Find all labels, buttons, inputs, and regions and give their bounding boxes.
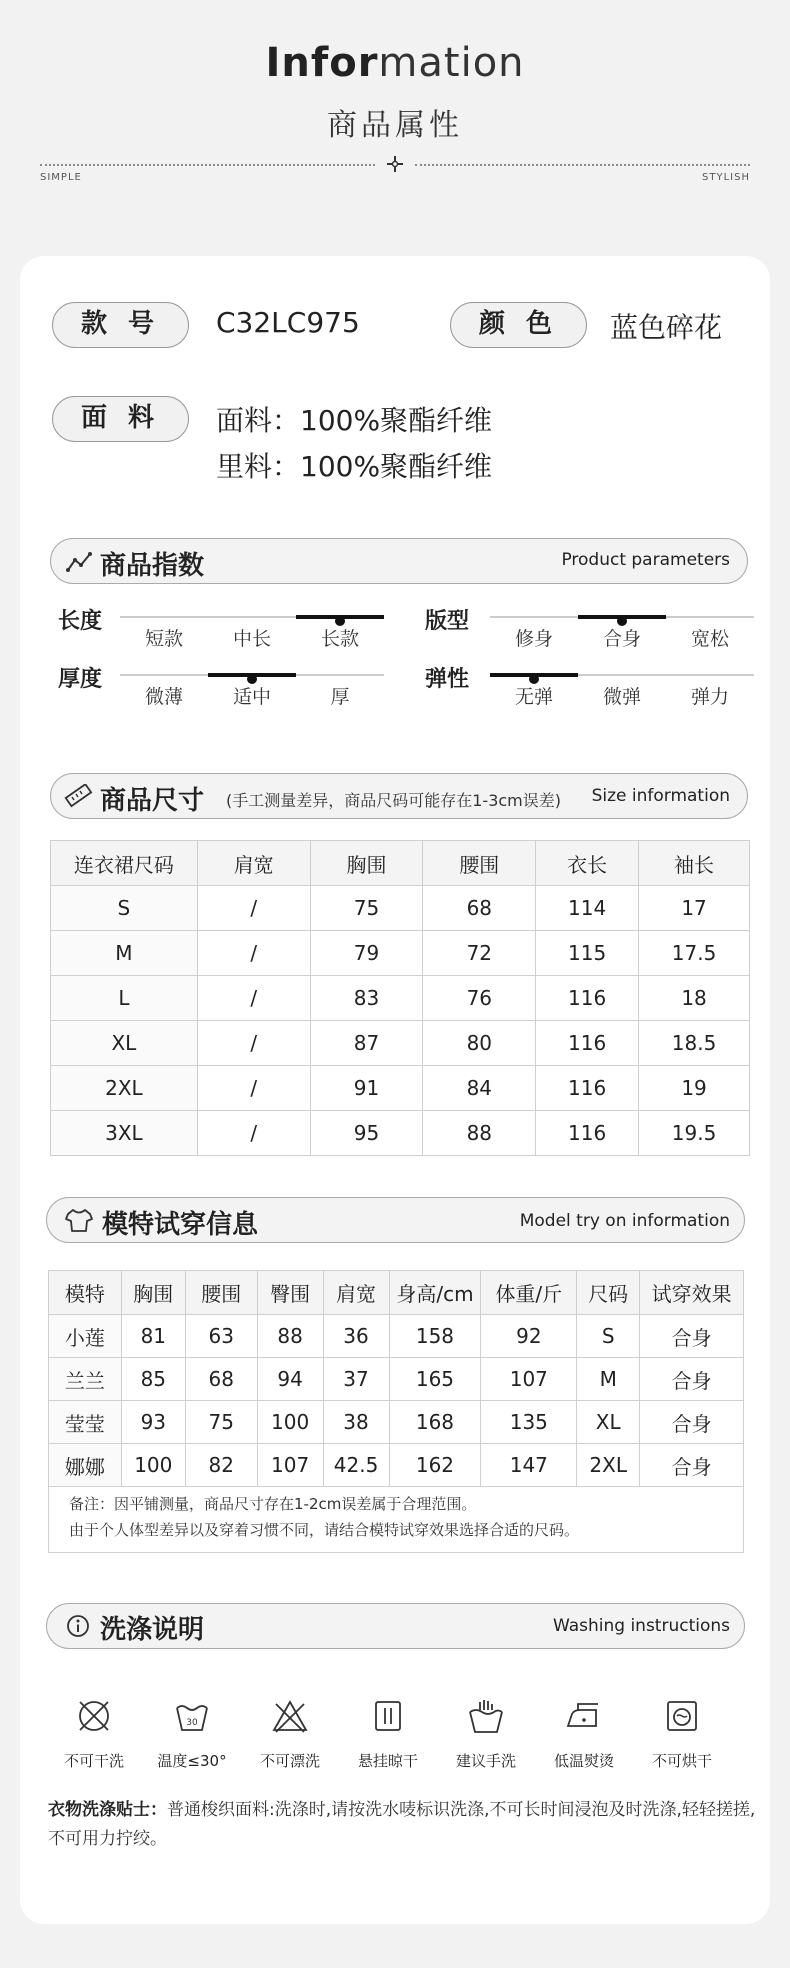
table-row	[51, 976, 750, 1021]
wash-label: 不可漂洗	[259, 1752, 320, 1770]
param-option: 无弹	[514, 686, 553, 708]
wash-item-no-dry-clean	[45, 1696, 143, 1771]
param-option: 厚	[330, 686, 350, 708]
table-cell: 小莲	[49, 1315, 122, 1358]
divider-right	[415, 164, 750, 166]
table-cell: S	[51, 886, 198, 931]
table-cell: 3XL	[51, 1111, 198, 1156]
param-label: 长度	[58, 609, 103, 634]
table-cell: S	[577, 1315, 640, 1358]
wash-tip	[48, 1796, 758, 1854]
fabric-label: 面 料	[52, 396, 189, 442]
table-header-cell: 臀围	[257, 1271, 323, 1315]
tag-simple: SIMPLE	[40, 172, 82, 183]
table-cell: /	[197, 1111, 310, 1156]
table-cell: 17.5	[639, 931, 750, 976]
table-header-cell: 连衣裙尺码	[51, 841, 198, 886]
table-header-cell: 胸围	[310, 841, 423, 886]
header-subtitle: 商品属性	[327, 108, 463, 143]
table-cell: 91	[310, 1066, 423, 1111]
table-cell: M	[577, 1358, 640, 1401]
table-cell: L	[51, 976, 198, 1021]
param-option: 长款	[320, 628, 359, 650]
table-header-cell: 身高/cm	[389, 1271, 481, 1315]
wash-label: 悬挂晾干	[357, 1752, 418, 1770]
no-bleach-icon	[270, 1696, 310, 1736]
info-icon	[66, 1614, 90, 1638]
wash-item-hand-wash	[437, 1696, 535, 1771]
table-cell: 19.5	[639, 1111, 750, 1156]
table-cell: 68	[423, 886, 536, 931]
table-cell: 94	[257, 1358, 323, 1401]
table-cell: 107	[481, 1358, 577, 1401]
table-cell: 83	[310, 976, 423, 1021]
param-label: 弹性	[425, 667, 470, 692]
table-cell: 38	[323, 1401, 389, 1444]
table-header-cell: 肩宽	[197, 841, 310, 886]
low-iron-icon	[564, 1696, 604, 1736]
fabric-line-1: 面料：100%聚酯纤维	[216, 404, 493, 437]
table-cell: 2XL	[577, 1444, 640, 1487]
table-header-cell: 腰围	[423, 841, 536, 886]
wash-item-hang-dry	[339, 1696, 437, 1771]
table-cell: 81	[121, 1315, 185, 1358]
param-option: 合身	[602, 628, 641, 650]
style-no-value: C32LC975	[216, 306, 360, 339]
table-cell: 75	[310, 886, 423, 931]
table-cell: 95	[310, 1111, 423, 1156]
cross-ornament-icon	[385, 154, 405, 174]
table-cell: 42.5	[323, 1444, 389, 1487]
table-header-cell: 腰围	[185, 1271, 257, 1315]
tshirt-icon	[64, 1207, 94, 1233]
table-cell: 92	[481, 1315, 577, 1358]
table-cell: 36	[323, 1315, 389, 1358]
table-row	[49, 1315, 744, 1358]
svg-text:30: 30	[186, 1718, 198, 1728]
table-cell: 165	[389, 1358, 481, 1401]
param-option: 修身	[514, 628, 553, 650]
table-cell: XL	[51, 1021, 198, 1066]
table-cell: 18.5	[639, 1021, 750, 1066]
table-row	[49, 1358, 744, 1401]
no-dry-clean-icon	[74, 1696, 114, 1736]
size-table	[50, 840, 750, 1156]
table-cell: 116	[536, 976, 639, 1021]
table-cell: 93	[121, 1401, 185, 1444]
table-cell: /	[197, 931, 310, 976]
param-option: 短款	[144, 628, 183, 650]
table-header-cell: 模特	[49, 1271, 122, 1315]
no-tumble-dry-icon	[662, 1696, 702, 1736]
wash-title: 洗涤说明	[100, 1615, 205, 1645]
tip-label: 衣物洗涤贴士：	[48, 1800, 167, 1820]
wash-icons-row	[45, 1696, 745, 1771]
table-cell: 76	[423, 976, 536, 1021]
table-cell: 135	[481, 1401, 577, 1444]
table-cell: 116	[536, 1021, 639, 1066]
table-cell: 80	[423, 1021, 536, 1066]
param-option: 微薄	[144, 686, 183, 708]
table-header-cell: 胸围	[121, 1271, 185, 1315]
table-cell: 娜娜	[49, 1444, 122, 1487]
wash-label: 建议手洗	[455, 1752, 516, 1770]
table-row	[51, 1111, 750, 1156]
param-option: 中长	[232, 628, 271, 650]
param-label: 厚度	[58, 667, 103, 692]
model-en-title: Model try on information	[519, 1211, 730, 1231]
param-label: 版型	[425, 609, 470, 634]
table-cell: 100	[257, 1401, 323, 1444]
table-cell: /	[197, 976, 310, 1021]
wash-30-icon	[172, 1696, 212, 1736]
note-line-2: 由于个人体型差异以及穿着习惯不同，请结合模特试穿效果选择合适的尺码。	[69, 1521, 580, 1539]
table-header-cell: 袖长	[639, 841, 750, 886]
table-cell: 162	[389, 1444, 481, 1487]
table-cell: /	[197, 1066, 310, 1111]
table-cell: 82	[185, 1444, 257, 1487]
params-title: 商品指数	[100, 551, 205, 581]
wash-item-30	[143, 1696, 241, 1771]
table-cell: M	[51, 931, 198, 976]
wash-item-no-bleach	[241, 1696, 339, 1771]
table-cell: 85	[121, 1358, 185, 1401]
table-cell: 115	[536, 931, 639, 976]
size-note: (手工测量差异，商品尺码可能存在1-3cm误差)	[226, 791, 562, 810]
table-cell: /	[197, 886, 310, 931]
param-option: 宽松	[690, 628, 729, 650]
wash-en-title: Washing instructions	[552, 1616, 730, 1636]
table-cell: 116	[536, 1111, 639, 1156]
table-cell: 75	[185, 1401, 257, 1444]
table-header-cell: 肩宽	[323, 1271, 389, 1315]
table-cell: 合身	[640, 1358, 744, 1401]
wash-label: 温度≤30°	[157, 1752, 227, 1770]
table-cell: 116	[536, 1066, 639, 1111]
tag-stylish: STYLISH	[702, 172, 750, 183]
hang-dry-icon	[368, 1696, 408, 1736]
table-cell: 68	[185, 1358, 257, 1401]
table-row	[49, 1401, 744, 1444]
table-cell: 100	[121, 1444, 185, 1487]
divider-left	[40, 164, 375, 166]
ruler-icon	[64, 784, 94, 808]
table-header-cell: 试穿效果	[640, 1271, 744, 1315]
table-row	[51, 886, 750, 931]
wash-label: 低温熨烫	[553, 1752, 614, 1770]
model-note	[48, 1481, 744, 1553]
param-option: 微弹	[602, 686, 641, 708]
table-cell: 147	[481, 1444, 577, 1487]
param-option: 弹力	[690, 686, 729, 708]
model-table	[48, 1270, 744, 1487]
color-label: 颜 色	[450, 302, 587, 348]
table-cell: 79	[310, 931, 423, 976]
table-cell: 87	[310, 1021, 423, 1066]
table-cell: 18	[639, 976, 750, 1021]
trend-line-icon	[66, 550, 92, 574]
table-header-cell: 体重/斤	[481, 1271, 577, 1315]
style-no-label: 款 号	[52, 302, 189, 348]
header-title: Information	[265, 40, 525, 86]
table-row	[51, 931, 750, 976]
color-value: 蓝色碎花	[610, 311, 723, 344]
table-cell: 19	[639, 1066, 750, 1111]
table-cell: 合身	[640, 1401, 744, 1444]
table-cell: 88	[423, 1111, 536, 1156]
wash-item-low-iron	[535, 1696, 633, 1771]
table-cell: 合身	[640, 1315, 744, 1358]
params-en-title: Product parameters	[561, 550, 730, 570]
wash-item-no-tumble	[633, 1696, 731, 1771]
note-line-1: 备注：因平铺测量，商品尺寸存在1-2cm误差属于合理范围。	[69, 1495, 477, 1513]
table-header-cell: 尺码	[577, 1271, 640, 1315]
wash-label: 不可烘干	[651, 1752, 712, 1770]
hand-wash-icon	[466, 1696, 506, 1736]
table-cell: 合身	[640, 1444, 744, 1487]
table-cell: 莹莹	[49, 1401, 122, 1444]
table-cell: 114	[536, 886, 639, 931]
tip-text: 普通梭织面料:洗涤时,请按洗水唛标识洗涤,不可长时间浸泡及时洗涤,轻轻搓搓,不可用力拧绞。	[48, 1800, 756, 1849]
table-cell: XL	[577, 1401, 640, 1444]
table-cell: 兰兰	[49, 1358, 122, 1401]
table-cell: 37	[323, 1358, 389, 1401]
table-cell: 63	[185, 1315, 257, 1358]
size-en-title: Size information	[591, 786, 730, 806]
table-row	[51, 1021, 750, 1066]
table-header-cell: 衣长	[536, 841, 639, 886]
table-row	[51, 1066, 750, 1111]
table-cell: 2XL	[51, 1066, 198, 1111]
table-cell: 84	[423, 1066, 536, 1111]
table-cell: 158	[389, 1315, 481, 1358]
table-cell: 72	[423, 931, 536, 976]
table-cell: /	[197, 1021, 310, 1066]
wash-label: 不可干洗	[63, 1752, 124, 1770]
fabric-line-2: 里料：100%聚酯纤维	[216, 450, 493, 483]
size-title: 商品尺寸	[100, 786, 205, 816]
param-option: 适中	[232, 686, 271, 708]
table-cell: 17	[639, 886, 750, 931]
table-cell: 107	[257, 1444, 323, 1487]
table-cell: 168	[389, 1401, 481, 1444]
model-title: 模特试穿信息	[102, 1210, 259, 1240]
table-cell: 88	[257, 1315, 323, 1358]
